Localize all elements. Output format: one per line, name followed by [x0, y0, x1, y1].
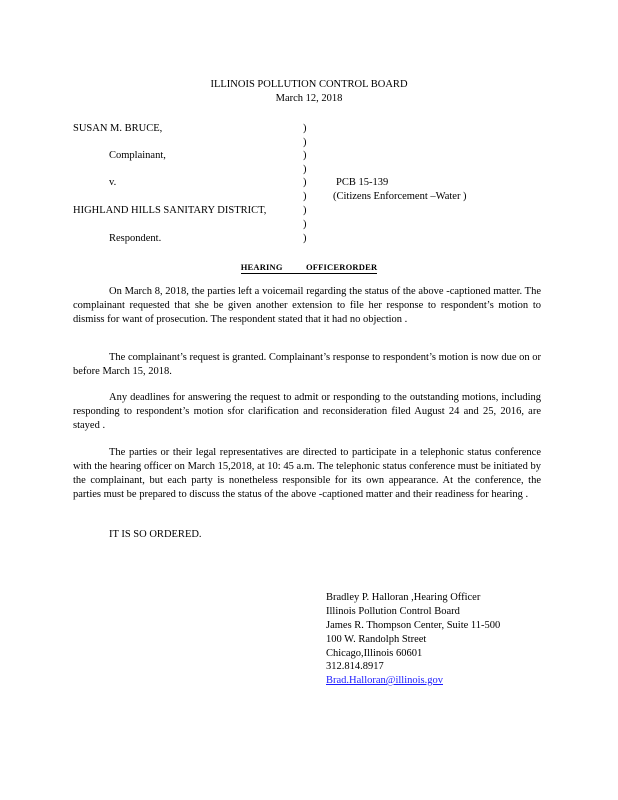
case-number: PCB 15-139 — [336, 177, 389, 188]
caption-paren: ) — [303, 150, 307, 161]
caption-paren: ) — [303, 123, 307, 134]
closing-line: IT IS SO ORDERED. — [109, 529, 202, 540]
email-link[interactable]: Brad.Halloran@illinois.gov — [326, 675, 443, 686]
signature-name: Bradley P. Halloran ,Hearing Officer — [326, 592, 481, 603]
caption-paren: ) — [303, 191, 307, 202]
caption-paren: ) — [303, 164, 307, 175]
signature-phone: 312.814.8917 — [326, 661, 384, 672]
case-type: (Citizens Enforcement –Water ) — [333, 191, 467, 202]
caption-paren: ) — [303, 137, 307, 148]
paragraph-2: The complainant’s request is granted. Complainant’s response to respondent’s motion is now due on or before March 15, 2018. — [73, 352, 541, 377]
board-name: ILLINOIS POLLUTION CONTROL BOARD — [210, 79, 408, 90]
signature-org: Illinois Pollution Control Board — [326, 606, 460, 617]
respondent-role: Respondent. — [109, 233, 162, 244]
caption-paren: ) — [303, 219, 307, 230]
caption-paren: ) — [303, 233, 307, 244]
paragraph-4: The parties or their legal representatives are directed to participate in a telephonic status conference with the hearing officer on March 15,2018, at 10: 45 a.m. The telephonic status conference must be initiated by the complainant, but each party is nonetheless responsible for its own appearance. At the conference, the parties must be prepared to discuss the status of the above -captioned matter and their readiness for hearing . — [73, 447, 541, 500]
complainant-name: SUSAN M. BRUCE, — [73, 123, 163, 134]
signature-building: James R. Thompson Center, Suite 11-500 — [326, 620, 501, 631]
complainant-role: Complainant, — [109, 150, 166, 161]
paragraph-3: Any deadlines for answering the request to admit or responding to the outstanding motions, including responding to respondent’s motion sfor clarification and reconsideration filed August 24 and 25, 2016, are stayed . — [73, 392, 541, 431]
document-title-text: HEARING OFFICERORDER — [240, 262, 378, 272]
document-title — [0, 260, 618, 274]
signature-street: 100 W. Randolph Street — [326, 634, 427, 645]
signature-city: Chicago,Illinois 60601 — [326, 648, 423, 659]
caption-paren: ) — [303, 177, 307, 188]
caption-paren: ) — [303, 205, 307, 216]
paragraph-1: On March 8, 2018, the parties left a voicemail regarding the status of the above -captioned matter. The complainant requested that she be given another extension to file her response to respondent’s motion to dismiss for want of prosecution. The respondent stated that it had no objection . — [73, 286, 541, 325]
versus-label: v. — [109, 177, 117, 188]
order-date: March 12, 2018 — [275, 93, 343, 104]
respondent-name: HIGHLAND HILLS SANITARY DISTRICT, — [73, 205, 267, 216]
